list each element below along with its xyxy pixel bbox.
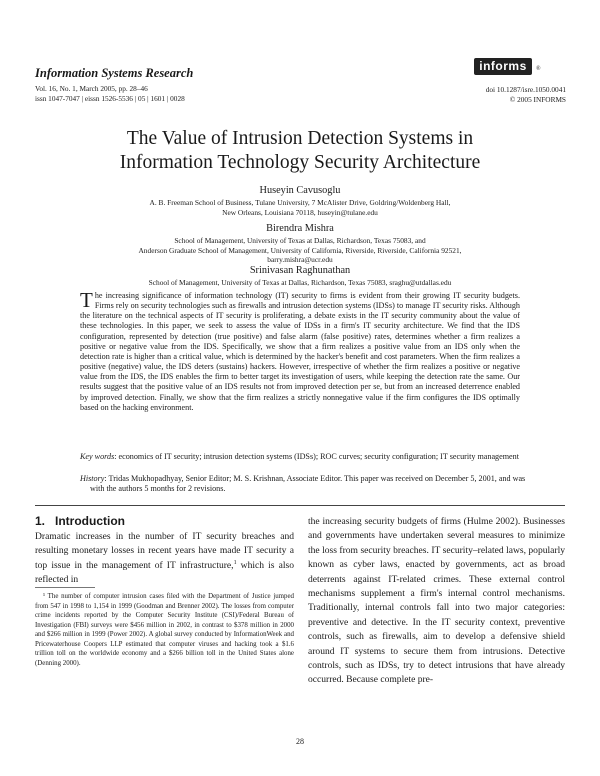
title-line-2: Information Technology Security Architecture <box>119 152 481 173</box>
issn-line: issn 1047-7047 | eissn 1526-5536 | 05 | 1601 | 0028 <box>35 93 185 103</box>
divider-rule <box>35 505 565 506</box>
affiliation-line: A. B. Freeman School of Business, Tulane University, 7 McAlister Drive, Goldring/Woldenberg Hall, <box>149 198 451 207</box>
journal-name: Information Systems Research <box>35 66 194 80</box>
body-text: Dramatic increases in the number of IT security breaches and resulting monetary losses in recent years have made IT security a top issue in the management of IT infrastructure, <box>35 531 294 571</box>
title-line-1: The Value of Intrusion Detection Systems in <box>126 128 474 149</box>
keywords-label: Key words <box>80 452 115 461</box>
section-number: 1. <box>35 514 46 528</box>
history-text: : Tridas Mukhopadhyay, Senior Editor; M. S. Krishnan, Associate Editor. This paper was received on December 5, 2001, and was with the authors 5 months for 2 revisions. <box>90 474 526 494</box>
author-affiliation <box>60 236 540 265</box>
body-text: which is also reflected in <box>35 559 294 586</box>
body-paragraph-right: the increasing security budgets of firms (Hulme 2002). Businesses and governments have undertaken several measures to minimize the loss from security breaches. IT security–related laws, popularly known as cyber laws, enacted by governments, act as broad deterrents against IT-related crimes. These external control mechanisms supplement a firm's internal control mechanisms. Traditionally, internal controls fall into two major categories: preventive and detective. In the IT security context, preventive controls, such as firewalls, aim to develop a defensive shield around IT systems to secure them from intrusions. Detective controls, such as IDSs, try to detect intrusions that have already occurred. Because complete pre- <box>308 516 565 686</box>
affiliation-line: School of Management, University of Texas at Dallas, Richardson, Texas 75083, sraghu@utdallas.edu <box>148 278 452 287</box>
registered-mark: ® <box>536 66 541 72</box>
doi-line: doi 10.1287/isre.1050.0041 <box>485 85 566 94</box>
abstract <box>80 288 520 413</box>
author-name: Srinivasan Raghunathan <box>249 265 351 276</box>
paper-title <box>40 127 560 175</box>
footnote: ¹ The number of computer intrusion cases filed with the Department of Justice jumped from 547 in 1998 to 1,154 in 1999 (Goodman and Brenner 2002). The losses from computer crime incidents reported by the Computer Security Institute (CSI)/Federal Bureau of Investigation (FBI) surveys were $456 million in 2002, in contrast to $378 million in 2000 and $266 million in 1999 (Power 2002). A global survey conducted by InformationWeek and Pricewaterhouse Coopers LLP estimated that computer viruses and hacking took a $1.6 trillion toll on the worldwide economy and a $266 billion toll in the United States alone (Denning 2000). <box>35 593 294 667</box>
history <box>80 474 540 494</box>
affiliation-line: New Orleans, Louisiana 70118, huseyin@tulane.edu <box>222 207 378 217</box>
page-number: 28 <box>296 737 304 746</box>
abstract-text: he increasing significance of information technology (IT) security to firms is evident from their growing IT security budgets. Firms rely on security technologies such as firewalls and intrusion detection systems (IDSs) to manage IT security risks. Although the literature on the technical aspects of IT security is proliferating, a debate exists in the IT security community about the value of these technologies. In this paper, we seek to assess the value of IDSs in a firm's IT security architecture. We find that the IDS configuration, represented by detection (true positive) and false alarm (false positive) rates, determines whether a firm realizes a positive or negative value from the IDS. Specifically, we show that a firm realizes a positive value from an IDS only when the detection rate is higher than a critical value, which is determined by the hacker's benefit and cost parameters. When the firm realizes a positive (negative) value, the IDS deters (sustains) hackers. However, irrespective of whether the firm realizes a positive or negative value from the IDS, the IDS enables the firm to better target its investigation of users, while keeping the detection rate the same. Our results suggest that the positive value of an IDS results not from improved detection per se, but from an increased deterrence enabled by improved detection. Finally, we show that the firm realizes a strictly nonnegative value if the firm configures the IDS optimally based on the hacking environment. <box>80 291 520 412</box>
author-name: Birendra Mishra <box>266 223 334 234</box>
section-heading <box>35 514 125 528</box>
body-paragraph-left <box>35 530 294 588</box>
author-affiliation <box>60 198 540 217</box>
history-label: History <box>80 474 105 483</box>
affiliation-line: barry.mishra@ucr.edu <box>267 255 333 265</box>
footnote-ref: 1 <box>233 559 237 566</box>
doi-block <box>486 85 566 104</box>
author-affiliation <box>60 278 540 288</box>
section-title: Introduction <box>55 514 125 528</box>
volume-info <box>35 84 185 103</box>
informs-logo: informs <box>474 58 532 75</box>
abstract-dropcap: T <box>80 288 93 312</box>
copyright-line: © 2005 INFORMS <box>509 94 566 104</box>
keywords-text: : economics of IT security; intrusion detection systems (IDSs); ROC curves; security configuration; IT security management <box>114 452 519 461</box>
keywords <box>80 452 540 462</box>
author-name: Huseyin Cavusoglu <box>259 185 341 196</box>
affiliation-line: School of Management, University of Texas at Dallas, Richardson, Texas 75083, and <box>174 236 426 245</box>
footnote-rule <box>35 587 95 588</box>
affiliation-line: Anderson Graduate School of Management, University of California, Riverside, Riverside, California 92521, <box>138 245 462 255</box>
volume-line: Vol. 16, No. 1, March 2005, pp. 28–46 <box>35 84 148 93</box>
